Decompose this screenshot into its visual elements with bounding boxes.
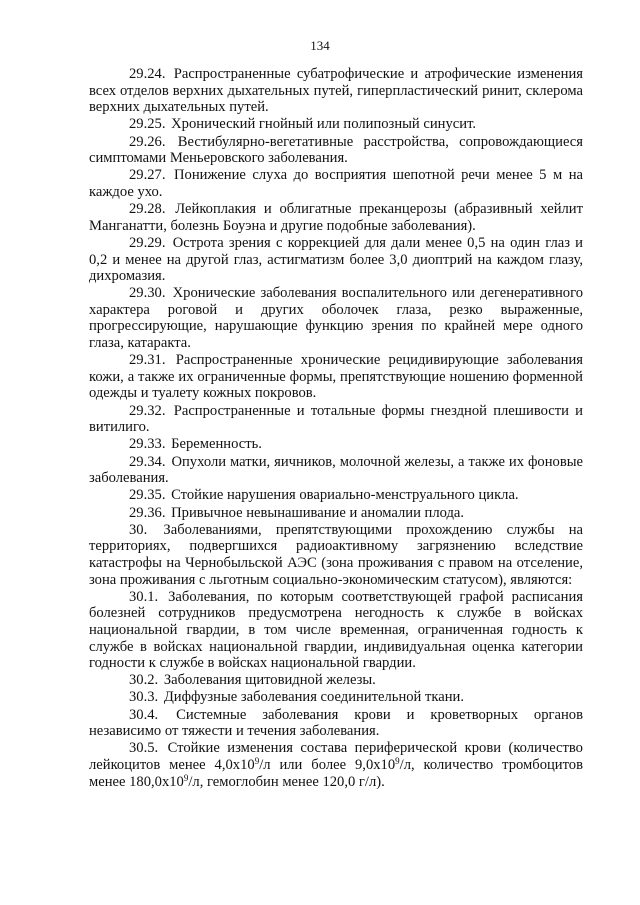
paragraph-text: Острота зрения с коррекцией для дали менее 0,5 на один глаз и 0,2 и менее на другой глаз, астигматизм более 3,0 диоптрий на каждом глазу, дихромазия.	[89, 234, 583, 285]
paragraph-item	[89, 522, 583, 588]
paragraph-number: 30.3.	[129, 689, 159, 706]
superscript: 9	[254, 756, 260, 767]
paragraph-item	[89, 689, 583, 706]
paragraph-number: 29.32.	[129, 402, 166, 419]
paragraph-text: Распространенные и тотальные формы гнездной плешивости и витилиго.	[89, 402, 583, 436]
paragraph-text: Заболеваниями, препятствующими прохождению службы на территориях, подвергшихся радиоактивному загрязнению вследствие катастрофы на Чернобыльской АЭС (зона проживания с правом на отселение, зона проживания с льготным социально-экономическим статусом), являются:	[89, 521, 583, 588]
paragraph-item	[89, 505, 583, 522]
paragraph-text: Хронические заболевания воспалительного или дегенеративного характера роговой и других оболочек глаза, резко выраженные, прогрессирующие, нарушающие функцию зрения по крайней мере одного глаза, катаракта.	[89, 285, 584, 352]
paragraph-number: 30.5.	[129, 740, 159, 757]
page-number: 134	[310, 38, 330, 53]
paragraph-text: Хронический гнойный или полипозный синусит.	[171, 116, 476, 133]
paragraph-item	[89, 403, 583, 436]
paragraph-number: 30.2.	[129, 672, 159, 689]
paragraph-item	[89, 134, 583, 167]
paragraph-text: Привычное невынашивание и аномалии плода.	[171, 504, 465, 521]
paragraph-text: Распространенные субатрофические и атрофические изменения всех отделов верхних дыхательных путей, гиперпластический ринит, склерома верхних дыхательных путей.	[89, 66, 583, 116]
paragraph-number: 29.24.	[129, 66, 166, 82]
paragraph-item	[89, 707, 583, 740]
paragraph-text: Заболевания щитовидной железы.	[163, 672, 376, 689]
paragraph-text-part: Стойкие изменения состава периферической крови (количество лейкоцитов менее 4,0x10	[89, 740, 583, 774]
paragraph-number: 29.27.	[129, 167, 166, 184]
paragraph-text: Распространенные хронические рецидивирующие заболевания кожи, а также их ограниченные формы, препятствующие ношению форменной одежды и туалету кожных покровов.	[89, 352, 583, 402]
paragraph-text: Лейкоплакия и облигатные преканцерозы (абразивный хейлит Манганатти, болезнь Боуэна и другие подобные заболевания).	[89, 201, 583, 234]
paragraph-item	[89, 672, 583, 689]
paragraph-number: 30.4.	[129, 706, 159, 723]
paragraph-number: 29.31.	[129, 352, 166, 369]
paragraph-item	[89, 167, 583, 200]
paragraph-text: Опухоли матки, яичников, молочной железы, а также их фоновые заболевания.	[89, 453, 583, 487]
document-body	[89, 66, 583, 791]
superscript: 9	[183, 772, 189, 783]
paragraph-number: 29.26.	[129, 133, 166, 150]
paragraph-item	[89, 454, 583, 487]
paragraph-text: Понижение слуха до восприятия шепотной речи менее 5 м на каждое ухо.	[89, 167, 583, 200]
paragraph-number: 29.28.	[129, 201, 166, 218]
paragraph-number: 29.36.	[129, 504, 166, 521]
paragraph-number: 29.35.	[129, 487, 166, 504]
paragraph-item	[89, 116, 583, 133]
paragraph-number: 29.33.	[129, 436, 166, 453]
paragraph-item	[89, 487, 583, 504]
paragraph-text: Системные заболевания крови и кроветворных органов независимо от тяжести и течения заболевания.	[89, 706, 583, 740]
paragraph-item	[89, 352, 583, 402]
paragraph-30-5	[89, 740, 583, 790]
paragraph-text-part: /л или более 9,0x10	[259, 757, 396, 774]
paragraph-number: 30.	[129, 521, 148, 538]
paragraph-text: Диффузные заболевания соединительной ткани.	[163, 689, 465, 706]
paragraph-number: 29.25.	[129, 116, 166, 133]
paragraph-number: 30.1.	[129, 588, 159, 605]
paragraph-text: Вестибулярно-вегетативные расстройства, сопровождающиеся симптомами Меньеровского заболевания.	[89, 133, 583, 167]
paragraph-text: Беременность.	[171, 436, 262, 453]
paragraph-item	[89, 201, 583, 234]
paragraph-text: Заболевания, по которым соответствующей графой расписания болезней сотрудников предусмотрена негодность к службе в войсках национальной гвардии, в том числе временная, ограниченная годность к службе в войсках национальной гвардии, индивидуальная оценка категории годности к службе в войсках национальной гвардии.	[89, 588, 583, 672]
paragraph-item	[89, 589, 583, 672]
paragraph-item	[89, 235, 583, 285]
paragraph-item	[89, 436, 583, 453]
paragraph-item	[89, 285, 583, 351]
paragraph-number: 29.29.	[129, 234, 166, 251]
paragraph-text-part: /л, количество тромбоцитов менее 180,0x10	[89, 757, 583, 790]
paragraph-text-part: /л, гемоглобин менее 120,0 г/л).	[188, 773, 385, 790]
paragraph-item	[89, 66, 583, 116]
paragraph-number: 29.30.	[129, 285, 166, 302]
paragraph-number: 29.34.	[129, 453, 166, 470]
paragraph-text: Стойкие нарушения овариально-менструального цикла.	[171, 487, 519, 504]
superscript: 9	[395, 756, 400, 767]
paragraph-list	[89, 66, 583, 740]
